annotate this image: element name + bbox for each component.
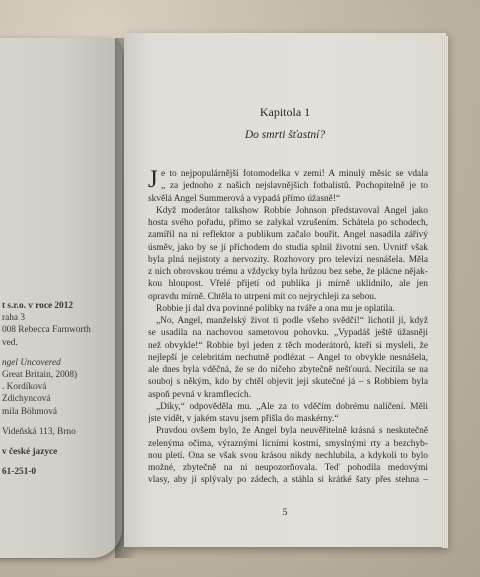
body-line: vlasy, aby jí splývaly po zádech, a stáhla si krátké šaty přes stehna – bbox=[148, 475, 428, 486]
colophon-line bbox=[2, 438, 91, 446]
colophon-line: ngel Uncovered bbox=[2, 357, 61, 368]
body-line: se usadila na nachovou sametovou pohovku. „Vypadáš ještě úžasněji bbox=[148, 328, 428, 339]
colophon-line: . Kordíková bbox=[2, 382, 47, 393]
body-line: možné, zbytečně na ni neupozorňovala. Teď pohodila medovými bbox=[148, 463, 428, 473]
body-line: jste vidět, v jakém stavu jsem přišla do maskérny.“ bbox=[148, 414, 339, 424]
body-line: Když moderátor talkshow Robbie Johnson představoval Angel jako bbox=[156, 205, 428, 216]
chapter-title: Kapitola 1 bbox=[259, 105, 311, 119]
page-number: 5 bbox=[282, 508, 288, 518]
body-line: z nich obrovskou trému a vždycky byla hrůzou bez sebe, že plácne nějak- bbox=[148, 267, 428, 277]
colophon-line bbox=[2, 418, 91, 426]
body-line: nou pletí. Ona se však svou krásou nikdy nechlubila, a kdykoli to bylo bbox=[148, 450, 428, 461]
drop-cap: J bbox=[148, 166, 158, 193]
colophon-line: Zdichyncová bbox=[2, 394, 51, 405]
body-line: Pravdou ovšem bylo, že Angel byla neuvěřitelně krásná s neskutečně bbox=[156, 426, 428, 437]
colophon-line: Great Britain, 2008) bbox=[2, 370, 78, 381]
colophon-line: v české jazyce bbox=[2, 447, 58, 458]
body-line: aspoň pevná v kramflecích. bbox=[148, 389, 252, 400]
body-line: e to nejpopulárnější fotomodelka v zemi! A minulý měsíc se vdala bbox=[161, 169, 428, 179]
body-line: nejlepší je celebritám nechutně podlézat – Angel to obvykle nesnášela, bbox=[148, 352, 428, 363]
body-line: hosta svého pořadu, přímo se zalykal vzrušením. Schátela po schodech, bbox=[148, 218, 428, 228]
body-line: opravdu mírně. Chtěla to utrpení mít co nejrychleji za sebou. bbox=[148, 291, 377, 302]
colophon-line: 008 Rebecca Farnworth bbox=[2, 325, 91, 336]
colophon-line bbox=[2, 458, 91, 466]
colophon-line: 61-251-0 bbox=[2, 467, 37, 478]
colophon-line: t s.r.o. v roce 2012 bbox=[2, 301, 74, 311]
chapter-body-text bbox=[148, 168, 428, 487]
body-line: zelenýma očima, výraznými lícními kostmi, smyslnými rty a bezchyb- bbox=[148, 438, 428, 449]
body-line: byla plná nejistoty a nervozity. Rozhovory pro televizi nesnášela. Měla bbox=[148, 254, 428, 265]
left-book-page bbox=[0, 38, 122, 558]
body-line: Robbie jí dal dva povinné polibky na tváře a ona mu je oplatila. bbox=[156, 303, 395, 314]
body-line: „ za jednoho z našich nejslavnějších fotbalistů. Pochopitelně je to bbox=[161, 181, 428, 192]
colophon-line: raha 3 bbox=[2, 313, 25, 324]
body-line: kou hloupost. Vřelé přijetí od publika ji mírně uklidnilo, ale jen bbox=[148, 279, 428, 290]
body-line: „No, Angel, manželský život ti podle všeho svědčí!“ lichotil jí, když bbox=[156, 316, 428, 326]
body-line: zamířil na ni reflektor a publikum začalo bouřit. Angel nasadila zářivý bbox=[148, 230, 428, 241]
colophon-line bbox=[2, 349, 91, 357]
colophon-line: mila Böhmová bbox=[2, 406, 58, 417]
body-line: než obvykle!“ Robbie byl jeden z těch moderátorů, kteří si mysleli, že bbox=[148, 340, 428, 351]
chapter-subtitle: Do smrti šťastní? bbox=[244, 129, 326, 141]
colophon-text bbox=[2, 300, 91, 478]
colophon-line: Videňská 113, Brno bbox=[2, 426, 76, 437]
body-line: souboj s někým, kdo by chtěl objevit její skutečné já – s Robbiem byla bbox=[148, 377, 428, 388]
body-line: skvělá Angel Summerová a vypadá přímo úžasně!“ bbox=[148, 193, 341, 204]
body-line: ale dnes byla vděčná, že se do ničeho zbytečně nešťourá. Necítila se na bbox=[148, 365, 428, 375]
colophon-line: ved. bbox=[2, 337, 18, 348]
body-line: „Díky,“ odpověděla mu. „Ale za to vděčím dobrému nalíčení. Měli bbox=[156, 401, 428, 412]
body-line: úsměv, jako by se jí příchodem do studia splnil životní sen. Uvnitř však bbox=[148, 242, 428, 253]
